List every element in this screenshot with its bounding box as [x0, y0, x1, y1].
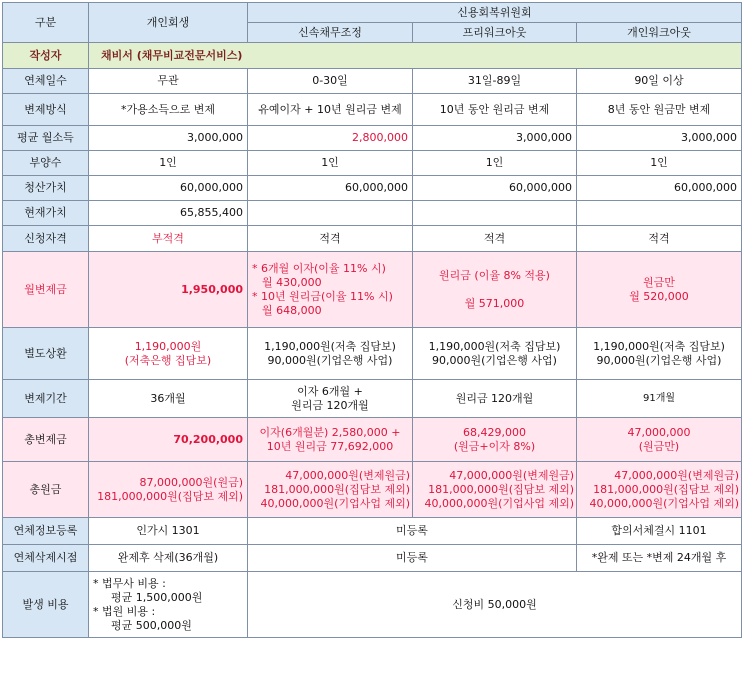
overdue-pre: 31일-89일 [413, 69, 577, 94]
principal-workout-line1: 47,000,000원(변제원금) [614, 468, 739, 482]
total-repay-fast [248, 418, 413, 462]
period-personal: 36개월 [89, 380, 248, 418]
register-middle: 미등록 [248, 518, 577, 545]
delete-personal: 완제후 삭제(36개월) [89, 545, 248, 572]
header-personal-workout: 개인워크아웃 [577, 23, 742, 43]
dependents-workout: 1인 [577, 151, 742, 176]
total-repay-workout-line2: (원금만) [638, 439, 680, 453]
period-fast [248, 380, 413, 418]
monthly-fast-line4: 월 648,000 [262, 303, 322, 317]
eligibility-workout: 적격 [577, 226, 742, 252]
author-value: 채비서 (채무비교전문서비스) [89, 43, 742, 69]
overdue-label: 연체일수 [3, 69, 89, 94]
dependents-label: 부양수 [3, 151, 89, 176]
cost-personal [89, 572, 248, 638]
total-repay-fast-line1: 이자(6개월분) 2,580,000 + [259, 425, 401, 439]
period-pre: 원리금 120개월 [413, 380, 577, 418]
total-repay-pre [413, 418, 577, 462]
header-personal-rehab: 개인회생 [89, 3, 248, 43]
cost-other: 신청비 50,000원 [248, 572, 742, 638]
liquidation-label: 청산가치 [3, 176, 89, 201]
header-credit-committee: 신용회복위원회 [248, 3, 742, 23]
monthly-fast-line3: * 10년 원리금(이율 11% 시) [252, 289, 393, 303]
principal-personal-line2: 181,000,000원(집담보 제외) [97, 489, 243, 503]
overdue-workout: 90일 이상 [577, 69, 742, 94]
method-pre: 10년 동안 원리금 변제 [413, 94, 577, 126]
principal-fast-line1: 47,000,000원(변제원금) [285, 468, 410, 482]
period-label: 변제기간 [3, 380, 89, 418]
principal-workout [577, 462, 742, 518]
present-label: 현재가치 [3, 201, 89, 226]
monthly-workout-line2: 월 520,000 [629, 289, 689, 303]
method-workout: 8년 동안 원금만 변제 [577, 94, 742, 126]
monthly-pre-line1: 원리금 (이율 8% 적용) [439, 268, 550, 282]
eligibility-label: 신청자격 [3, 226, 89, 252]
income-workout: 3,000,000 [577, 126, 742, 151]
register-workout: 합의서체결시 1101 [577, 518, 742, 545]
principal-workout-line3: 40,000,000원(기업사업 제외) [589, 496, 739, 510]
income-pre: 3,000,000 [413, 126, 577, 151]
register-label: 연체정보등록 [3, 518, 89, 545]
cost-label: 발생 비용 [3, 572, 89, 638]
eligibility-pre: 적격 [413, 226, 577, 252]
liquidation-pre: 60,000,000 [413, 176, 577, 201]
principal-fast [248, 462, 413, 518]
cost-personal-line1: * 법무사 비용 : [93, 576, 166, 590]
separate-personal-line1: 1,190,000원 [134, 339, 202, 353]
total-repay-workout [577, 418, 742, 462]
liquidation-workout: 60,000,000 [577, 176, 742, 201]
method-personal: *가용소득으로 변제 [89, 94, 248, 126]
author-label: 작성자 [3, 43, 89, 69]
register-personal: 인가시 1301 [89, 518, 248, 545]
separate-fast-line1: 1,190,000원(저축 집담보) [264, 339, 396, 353]
total-repay-pre-line1: 68,429,000 [463, 425, 526, 439]
method-fast: 유예이자 + 10년 원리금 변제 [248, 94, 413, 126]
principal-pre-line3: 40,000,000원(기업사업 제외) [424, 496, 574, 510]
income-label: 평균 월소득 [3, 126, 89, 151]
separate-fast [248, 328, 413, 380]
separate-workout-line1: 1,190,000원(저축 집담보) [593, 339, 725, 353]
monthly-personal: 1,950,000 [89, 252, 248, 328]
monthly-workout-line1: 원금만 [643, 275, 675, 289]
principal-workout-line2: 181,000,000원(집담보 제외) [593, 482, 739, 496]
separate-pre-line2: 90,000원(기업은행 사업) [432, 353, 557, 367]
principal-personal-line1: 87,000,000원(원금) [139, 475, 243, 489]
total-repay-personal: 70,200,000 [89, 418, 248, 462]
principal-fast-line2: 181,000,000원(집담보 제외) [264, 482, 410, 496]
header-pre-workout: 프리워크아웃 [413, 23, 577, 43]
principal-pre-line1: 47,000,000원(변제원금) [449, 468, 574, 482]
delete-middle: 미등록 [248, 545, 577, 572]
monthly-pre-line2: 월 571,000 [464, 296, 525, 310]
separate-workout-line2: 90,000원(기업은행 사업) [596, 353, 722, 367]
total-repay-pre-line2: (원금+이자 8%) [453, 439, 536, 453]
delete-label: 연체삭제시점 [3, 545, 89, 572]
header-gubun: 구분 [3, 3, 89, 43]
total-repay-fast-line2: 10년 원리금 77,692,000 [266, 439, 394, 453]
monthly-fast [248, 252, 413, 328]
separate-workout [577, 328, 742, 380]
principal-label: 총원금 [3, 462, 89, 518]
principal-pre [413, 462, 577, 518]
overdue-personal: 무관 [89, 69, 248, 94]
period-workout: 91개월 [577, 380, 742, 418]
period-fast-line1: 이자 6개월 + [297, 384, 363, 398]
separate-label: 별도상환 [3, 328, 89, 380]
dependents-fast: 1인 [248, 151, 413, 176]
present-fast-empty [248, 201, 413, 226]
monthly-fast-line2: 월 430,000 [262, 275, 322, 289]
debt-comparison-table [2, 2, 742, 638]
overdue-fast: 0-30일 [248, 69, 413, 94]
separate-personal-line2: (저축은행 집담보) [124, 353, 212, 367]
eligibility-fast: 적격 [248, 226, 413, 252]
dependents-pre: 1인 [413, 151, 577, 176]
delete-workout: *완제 또는 *변제 24개월 후 [577, 545, 742, 572]
total-repay-label: 총변제금 [3, 418, 89, 462]
present-workout-empty [577, 201, 742, 226]
principal-fast-line3: 40,000,000원(기업사업 제외) [260, 496, 410, 510]
monthly-pre [413, 252, 577, 328]
liquidation-personal: 60,000,000 [89, 176, 248, 201]
present-pre-empty [413, 201, 577, 226]
separate-pre [413, 328, 577, 380]
cost-personal-line3: * 법원 비용 : [93, 604, 156, 618]
separate-fast-line2: 90,000원(기업은행 사업) [267, 353, 393, 367]
liquidation-fast: 60,000,000 [248, 176, 413, 201]
eligibility-personal: 부적격 [89, 226, 248, 252]
period-fast-line2: 원리금 120개월 [291, 398, 369, 412]
present-personal: 65,855,400 [89, 201, 248, 226]
cost-personal-line2: 평균 1,500,000원 [111, 590, 203, 604]
method-label: 변제방식 [3, 94, 89, 126]
income-fast: 2,800,000 [248, 126, 413, 151]
monthly-workout [577, 252, 742, 328]
principal-personal [89, 462, 248, 518]
header-fast-adjust: 신속채무조정 [248, 23, 413, 43]
principal-pre-line2: 181,000,000원(집담보 제외) [428, 482, 574, 496]
income-personal: 3,000,000 [89, 126, 248, 151]
separate-pre-line1: 1,190,000원(저축 집담보) [428, 339, 561, 353]
monthly-fast-line1: * 6개월 이자(이율 11% 시) [252, 261, 386, 275]
dependents-personal: 1인 [89, 151, 248, 176]
separate-personal [89, 328, 248, 380]
total-repay-workout-line1: 47,000,000 [627, 425, 691, 439]
cost-personal-line4: 평균 500,000원 [111, 618, 192, 632]
monthly-label: 월변제금 [3, 252, 89, 328]
